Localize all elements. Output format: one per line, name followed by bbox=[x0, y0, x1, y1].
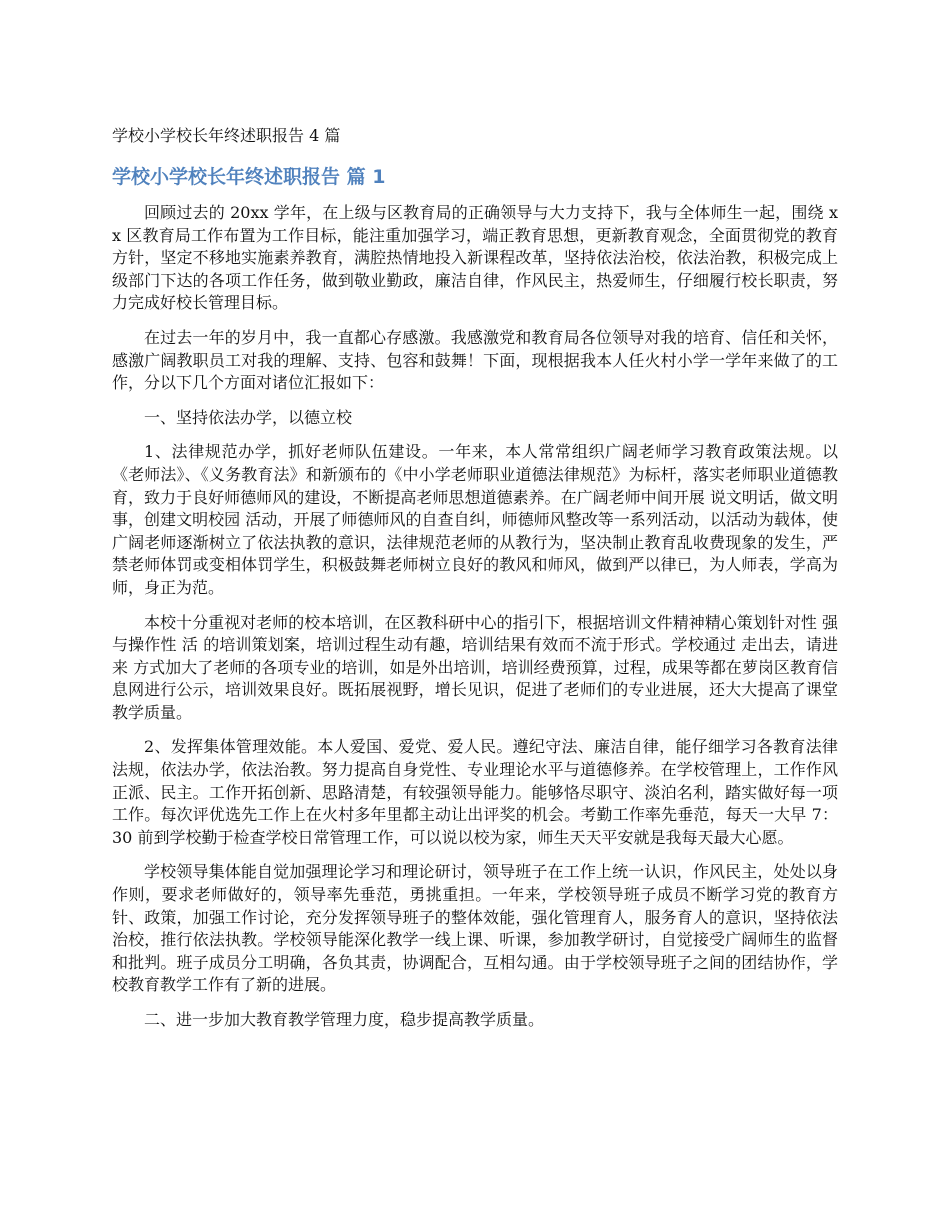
paragraph-teacher-training: 本校十分重视对老师的校本培训，在区教科研中心的指引下，根据培训文件精神精心策划针对性 强 与操作性 活 的培训策划案，培训过程生动有趣，培训结果有效而不流于形式。学校通过 走出去，请进来 方式加大了老师的各项专业的培训，如是外出培训，培训经费预算，过程，成果等都在萝岗区教育信息网进行公示，培训效果良好。既拓展视野，增长见识，促进了老师们的专业进展，还大大提高了课堂教学质量。 bbox=[112, 612, 838, 722]
paragraph-legal-standards: 1、法律规范办学，抓好老师队伍建设。一年来，本人常常组织广阔老师学习教育政策法规。以《老师法》、《义务教育法》和新颁布的《中小学老师职业道德法律规范》为标杆，落实老师职业道德教育，致力于良好师德师风的建设，不断提高老师思想道德素养。在广阔老师中间开展 说文明话，做文明事，创建文明校园 活动，开展了师德师风的自查自纠，师德师风整改等一系列活动，以活动为载体，使广阔老师逐渐树立了依法执教的意识，法律规范老师的从教行为，坚决制止教育乱收费现象的发生，严禁老师体罚或变相体罚学生，积极鼓舞老师树立良好的教风和师风，做到严以律已，为人师表，学高为师，身正为范。 bbox=[112, 442, 838, 597]
subheading-part-one: 一、坚持依法办学，以德立校 bbox=[144, 407, 353, 427]
paragraph-collective-management: 2、发挥集体管理效能。本人爱国、爱党、爱人民。遵纪守法、廉洁自律，能仔细学习各教育法律法规，依法办学，依法治教。努力提高自身党性、专业理论水平与道德修养。在学校管理上，工作作风正派、民主。工作开拓创新、思路清楚，有较强领导能力。能够恪尽职守、淡泊名利，踏实做好每一项工作。每次评优选先工作上在火村多年里都主动让出评奖的机会。考勤工作率先垂范，每天一大早 7：30 前到学校勤于检查学校日常管理工作，可以说以校为家，师生天天平安就是我每天最大心愿。 bbox=[112, 737, 838, 847]
subheading-part-two: 二、进一步加大教育教学管理力度，稳步提高教学质量。 bbox=[144, 1010, 545, 1029]
document-title: 学校小学校长年终述职报告 4 篇 bbox=[112, 126, 341, 145]
paragraph-gratitude: 在过去一年的岁月中，我一直都心存感激。我感激党和教育局各位领导对我的培育、信任和关怀，感激广阔教职员工对我的理解、支持、包容和鼓舞！下面，现根据我本人任火村小学一学年来做了的工作，分以下几个方面对诸位汇报如下： bbox=[112, 327, 838, 393]
section-heading: 学校小学校长年终述职报告 篇 1 bbox=[112, 166, 386, 188]
document-body bbox=[112, 202, 838, 1032]
paragraph-leadership-team: 学校领导集体能自觉加强理论学习和理论研讨，领导班子在工作上统一认识，作风民主，处处以身作则，要求老师做好的，领导率先垂范，勇挑重担。一年来，学校领导班子成员不断学习党的教育方针、政策，加强工作讨论，充分发挥领导班子的整体效能，强化管理育人，服务育人的意识，坚持依法治校，推行依法执教。学校领导能深化教学一线上课、听课，参加教学研讨，自觉接受广阔师生的监督和批判。班子成员分工明确，各负其责，协调配合，互相勾通。由于学校领导班子之间的团结协作，学校教育教学工作有了新的进展。 bbox=[112, 862, 838, 995]
paragraph-intro: 回顾过去的 20xx 学年，在上级与区教育局的正确领导与大力支持下，我与全体师生一起，围绕 xx 区教育局工作布置为工作目标，能注重加强学习，端正教育思想，更新教育观念，全面贯彻党的教育方针，坚定不移地实施素养教育，满腔热情地投入新课程改革，坚持依法治校，依法治教，积极完成上级部门下达的各项工作任务，做到敬业勤政，廉洁自律，作风民主，热爱师生，仔细履行校长职责，努力完成好校长管理目标。 bbox=[112, 203, 838, 313]
